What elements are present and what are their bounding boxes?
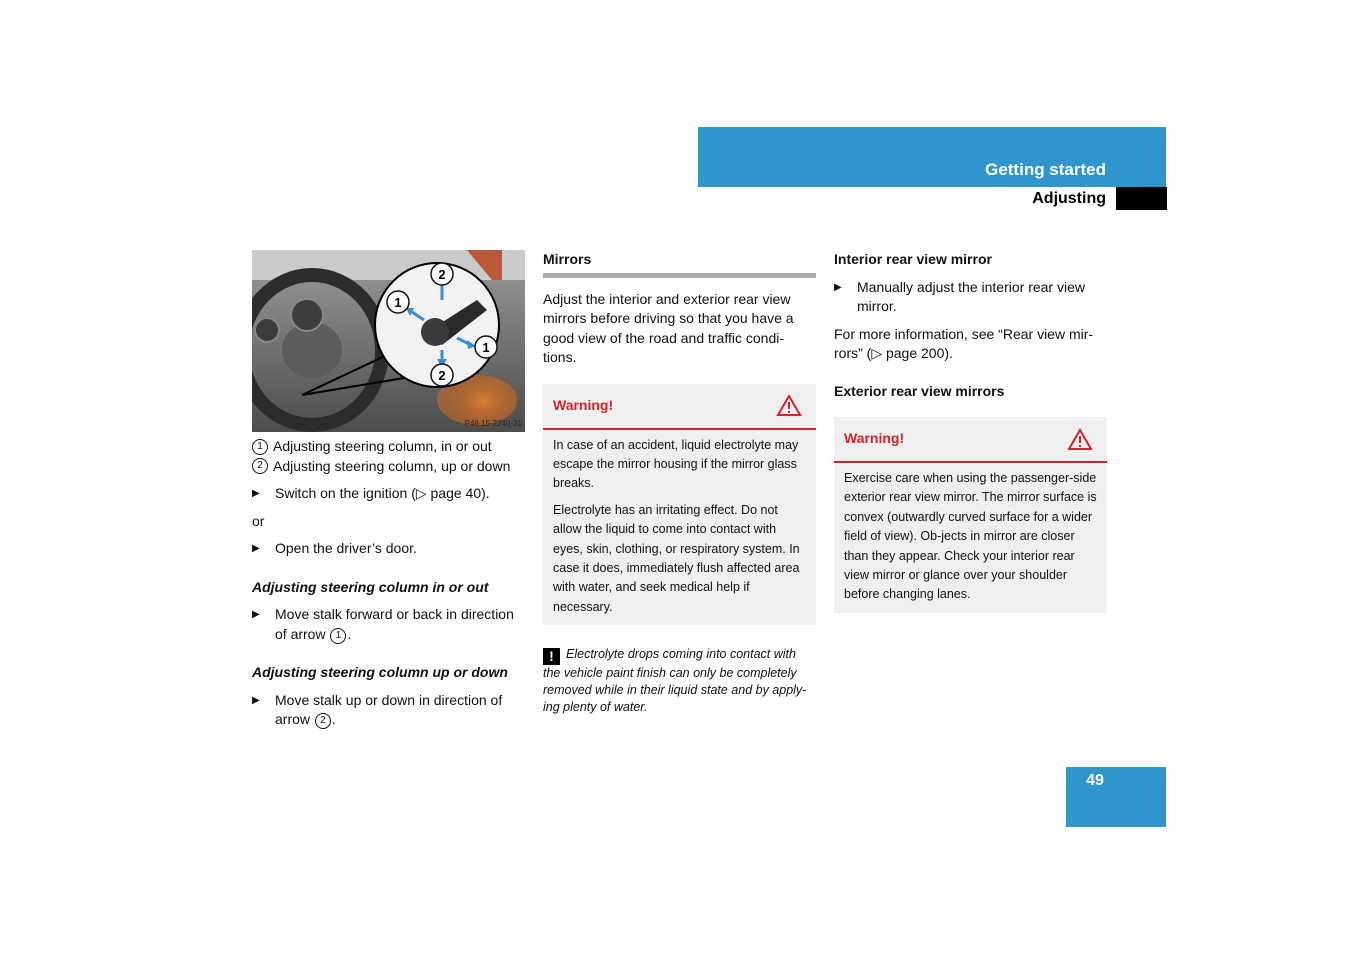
bullet-arrow-icon: ▶: [834, 281, 842, 293]
callout-1-left-label: 1: [394, 295, 402, 310]
step-interior-mirror: [834, 278, 1107, 317]
paint-note: [543, 646, 816, 716]
callout-1-right-label: 1: [482, 340, 490, 355]
caption-text: Adjusting steering column, up or down: [273, 457, 511, 474]
bullet-arrow-icon: ▶: [252, 694, 260, 706]
exclamation-icon: !: [543, 648, 560, 665]
caption-line: [252, 437, 525, 457]
figure-captions: [252, 437, 525, 476]
column-rear-view-mirrors: [834, 250, 1107, 613]
subsection-title: Adjusting: [1032, 190, 1106, 207]
page-number: 49: [1086, 772, 1104, 789]
warning-body: [834, 463, 1107, 613]
step-text: Move stalk up or down in direction of arrow 2 .: [275, 691, 503, 727]
step-ignition: [252, 484, 525, 504]
bullet-arrow-icon: ▶: [252, 543, 260, 554]
warning-box-electrolyte: [543, 384, 816, 626]
warning-paragraph: Exercise care when using the passenger-side exterior rear view mirror. The mirror surface is convex (outwardly curved surface for a wider field of view). Ob-jects in mirror are closer than they appear. Check your interior rear view mirror or glance over your shoulder before changing lanes.: [844, 471, 1097, 602]
subheading-up-down: Adjusting steering column up or down: [252, 664, 508, 680]
bullet-arrow-icon: ▶: [252, 609, 260, 620]
bullet-arrow-icon: ▶: [252, 488, 260, 499]
warning-body: [543, 430, 816, 626]
dashboard-image: [252, 250, 525, 432]
warning-title: Warning!: [844, 430, 905, 447]
section-title: Getting started: [985, 160, 1106, 179]
figure-code: P46.15-2240-31: [464, 419, 522, 428]
callout-2-top-label: 2: [438, 267, 446, 282]
warning-triangle-icon: [1067, 428, 1093, 451]
caption-number: 1: [252, 439, 268, 455]
warning-paragraph: Electrolyte has an irritating effect. Do not allow the liquid to come into contact with eyes, skin, clothing, or respiratory system. In case it does, immediately flush affected area with water, and seek medical help if necessary.: [553, 502, 800, 614]
caption-line: [252, 457, 525, 477]
warning-header: [543, 384, 816, 430]
or-text: or: [252, 512, 265, 529]
column-steering: [252, 250, 525, 730]
warning-triangle-icon: [776, 394, 802, 417]
caption-text: Adjusting steering column, in or out: [273, 438, 492, 454]
mirrors-heading: Mirrors: [543, 250, 816, 278]
step-text: Switch on the ignition (▷ page 40).: [275, 485, 490, 501]
step-door: [252, 539, 525, 559]
subheading-in-out: Adjusting steering column in or out: [252, 578, 489, 595]
arrow-number: 1: [330, 628, 346, 644]
warning-paragraph: In case of an accident, liquid electrolyte may escape the mirror housing if the mirror glass breaks.: [553, 437, 799, 491]
section-tab-marker: [1116, 187, 1167, 210]
step-text: Open the driver’s door.: [275, 540, 417, 556]
step-in-out: [252, 605, 525, 644]
step-text: Manually adjust the interior rear view mirror.: [857, 278, 1085, 314]
note-text: Electrolyte drops coming into contact with the vehicle paint finish can only be completely removed while in their liquid state and by apply-ing plenty of water.: [543, 647, 807, 715]
step-text: Move stalk forward or back in direction of arrow 1 .: [275, 606, 514, 642]
mirrors-intro: Adjust the interior and exterior rear view mirrors before driving so that you have a good view of the road and traffic condi-tions.: [543, 290, 794, 365]
more-info-text: For more information, see “Rear view mir-rors” (▷ page 200).: [834, 325, 1094, 361]
column-mirrors: [543, 250, 816, 716]
warning-box-convex: [834, 417, 1107, 613]
steering-column-illustration: [252, 250, 525, 432]
callout-2-bottom-label: 2: [438, 368, 446, 383]
interior-mirror-heading: Interior rear view mirror: [834, 251, 992, 267]
arrow-number: 2: [315, 713, 331, 729]
warning-title: Warning!: [553, 396, 614, 413]
step-up-down: [252, 691, 525, 730]
exterior-mirror-heading: Exterior rear view mirrors: [834, 382, 1005, 399]
caption-number: 2: [252, 458, 268, 474]
warning-header: [834, 417, 1107, 463]
